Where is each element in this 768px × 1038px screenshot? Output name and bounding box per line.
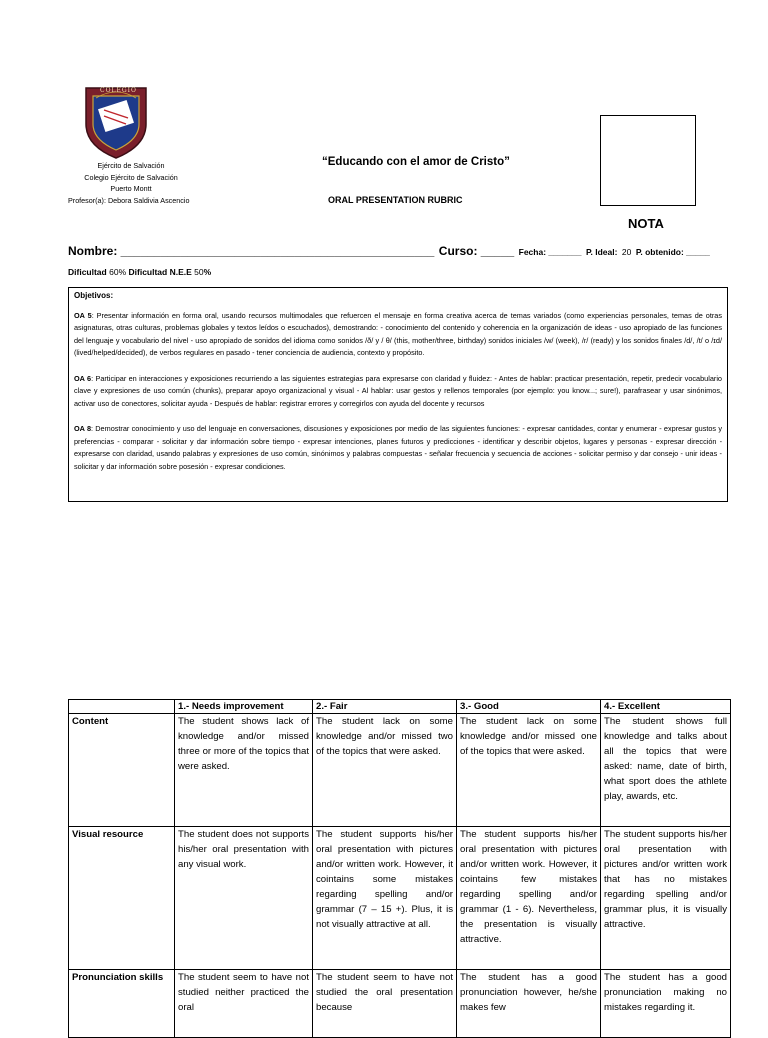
curso-field[interactable]: Curso: _____ <box>438 244 515 258</box>
grade-box <box>600 115 696 206</box>
criterion-label: Content <box>69 714 175 827</box>
p-obtenido-field[interactable]: P. obtenido: _____ <box>635 247 710 257</box>
school-line-1: Ejército de Salvación <box>97 161 165 170</box>
rubric-cell-text: The student seem to have not studied the oral presentation because <box>316 972 453 1013</box>
rubric-row-content <box>69 714 731 827</box>
rubric-cell <box>457 827 601 970</box>
objectives-title: Objetivos: <box>74 291 114 300</box>
rubric-cell <box>313 827 457 970</box>
rubric-cell <box>175 714 313 827</box>
oa6-ref: OA 6 <box>74 373 92 383</box>
rubric-header-row <box>69 700 731 714</box>
crest-top-text: COLEGIO <box>100 87 137 94</box>
rubric-cell-text: The student lack on some knowledge and/or missed one of the topics that were asked. <box>460 716 597 757</box>
objectives-box <box>68 287 728 502</box>
school-line-2: Colegio Ejército de Salvación <box>84 172 178 182</box>
rubric-cell <box>601 827 731 970</box>
oa5-ref: OA 5 <box>74 310 92 320</box>
rubric-cell <box>313 714 457 827</box>
rubric-row-visual-resource <box>69 827 731 970</box>
rubric-header-blank <box>69 700 175 714</box>
rubric-cell-text: The student shows full knowledge and talks about all the topics that were asked: name, date of birth, what sport does the athlete play, awards, etc. <box>604 716 727 802</box>
rubric-table <box>68 699 731 1038</box>
rubric-cell-text: The student lack on some knowledge and/or missed two of the topics that were asked. <box>316 716 453 757</box>
rubric-cell <box>457 970 601 1038</box>
rubric-cell-text: The student seem to have not studied neither practiced the oral <box>178 972 309 1013</box>
school-line-3: Puerto Montt <box>110 184 152 193</box>
oa8-text: : Demostrar conocimiento y uso del lenguaje en conversaciones, discusiones y exposiciones por medio de las siguientes funciones: - expresar cantidades, contar y enumerar - expresar gustos y preferencias - comparar - solicitar y dar información sobre tiempo - expresar intenciones, planes futuros y predicciones - identificar y describir objetos, lugares y personas - expresar dirección - expresarse con claridad, usando palabras y expresiones de uso común, sinónimos y palabras compuestas - señalar frecuencia y secuencia de acciones - solicitar permiso y dar consejo - unir ideas - solicitar y dar información sobre posesión - expresar condiciones. <box>74 423 722 471</box>
dificultad-nee-label: Dificultad N.E.E <box>128 267 192 277</box>
rubric-cell <box>175 970 313 1038</box>
nombre-field[interactable]: Nombre: _______________________________________________ <box>68 244 435 258</box>
rubric-cell <box>601 714 731 827</box>
rubric-header-level-4: 4.- Excellent <box>601 700 731 714</box>
fecha-field[interactable]: Fecha: _______ <box>518 247 582 257</box>
student-info-row <box>68 242 708 260</box>
rubric-cell-text: The student does not supports his/her oral presentation with any visual work. <box>178 829 309 870</box>
rubric-row-pronunciation <box>69 970 731 1038</box>
objective-oa5 <box>74 310 722 360</box>
rubric-cell-text: The student shows lack of knowledge and/or missed three or more of the topics that were asked. <box>178 716 309 772</box>
dificultad-nee-pct: % <box>203 267 212 277</box>
dificultad-value: 60% <box>109 267 127 277</box>
teacher-name: Profesor(a): Debora Saldivia Ascencio <box>68 196 190 205</box>
school-motto: “Educando con el amor de Cristo” <box>322 156 510 168</box>
rubric-cell-text: The student supports his/her oral presentation with pictures and/or written work. However, it cointains some mistakes regarding spelling and/or grammar (7 – 15 +). Plus, it is not visually attractive at all. <box>316 829 453 930</box>
criterion-label: Pronunciation skills <box>69 970 175 1038</box>
school-info <box>56 160 206 195</box>
oa6-text: : Participar en interacciones y exposiciones recurriendo a las siguientes estrategias para expresarse con claridad y fluidez: - Antes de hablar: practicar presentación, repetir, predecir vocabulario clave y expresiones de uso común (chunks), preparar apoyo organizacional y visual - Al hablar: usar gestos y rellenos temporales (por ejemplo: you know...; sure!), parafrasear y usar sinónimos, activar uso de conectores, solicitar ayuda - Después de hablar: registrar errores y corregirlos con ayuda del docente y recursos <box>74 373 722 408</box>
criterion-label: Visual resource <box>69 827 175 970</box>
rubric-header-level-1: 1.- Needs improvement <box>175 700 313 714</box>
rubric-cell <box>175 827 313 970</box>
p-ideal-label: P. Ideal: <box>585 247 618 257</box>
objective-oa6 <box>74 373 722 411</box>
rubric-cell-text: The student supports his/her oral presentation with pictures and/or written work. However, it cointains few mistakes regarding spelling and/or grammar (1 - 6). Nevertheless, the presentation is visually attractive. <box>460 829 597 945</box>
rubric-header-level-3: 3.- Good <box>457 700 601 714</box>
difficulty-row <box>68 267 211 277</box>
rubric-cell <box>457 714 601 827</box>
objective-oa8 <box>74 423 722 473</box>
rubric-cell-text: The student supports his/her oral presentation with pictures and/or written work that has no mistakes regarding spelling and/or grammar plus, it is visually attractive. <box>604 829 727 930</box>
rubric-header-level-2: 2.- Fair <box>313 700 457 714</box>
dificultad-label: Dificultad <box>68 267 107 277</box>
rubric-cell <box>601 970 731 1038</box>
oa8-ref: OA 8 <box>74 423 91 433</box>
p-ideal-value: 20 <box>621 247 632 257</box>
document-title: ORAL PRESENTATION RUBRIC <box>328 195 463 205</box>
rubric-cell-text: The student has a good pronunciation however, he/she makes few <box>460 972 597 1013</box>
rubric-cell-text: The student has a good pronunciation making no mistakes regarding it. <box>604 972 727 1013</box>
grade-label: NOTA <box>628 216 664 231</box>
rubric-cell <box>313 970 457 1038</box>
dificultad-nee-value: 50 <box>194 267 204 277</box>
oa5-text: : Presentar información en forma oral, usando recursos multimodales que refuercen el mensaje en forma creativa acerca de temas variados (como experiencias personales, temas de otras asignaturas, otras culturas, problemas globales y textos leídos o escuchados), demostrando: - conocimiento del contenido y coherencia en la organización de ideas - uso apropiado de las funciones del lenguaje y vocabulario del nivel - uso apropiado de sonidos del idioma como sonidos /ð/ y / θ/ (this, mother/three, birthday) sonidos iniciales /w/ (week), /r/ (ready) y los sonidos finales /d/, /t/ o /ɪd/ (lived/helped/decided), de verbos regulares en pasado - tener conciencia de audiencia, contexto y propósito. <box>74 310 722 358</box>
school-crest-logo <box>80 84 152 160</box>
